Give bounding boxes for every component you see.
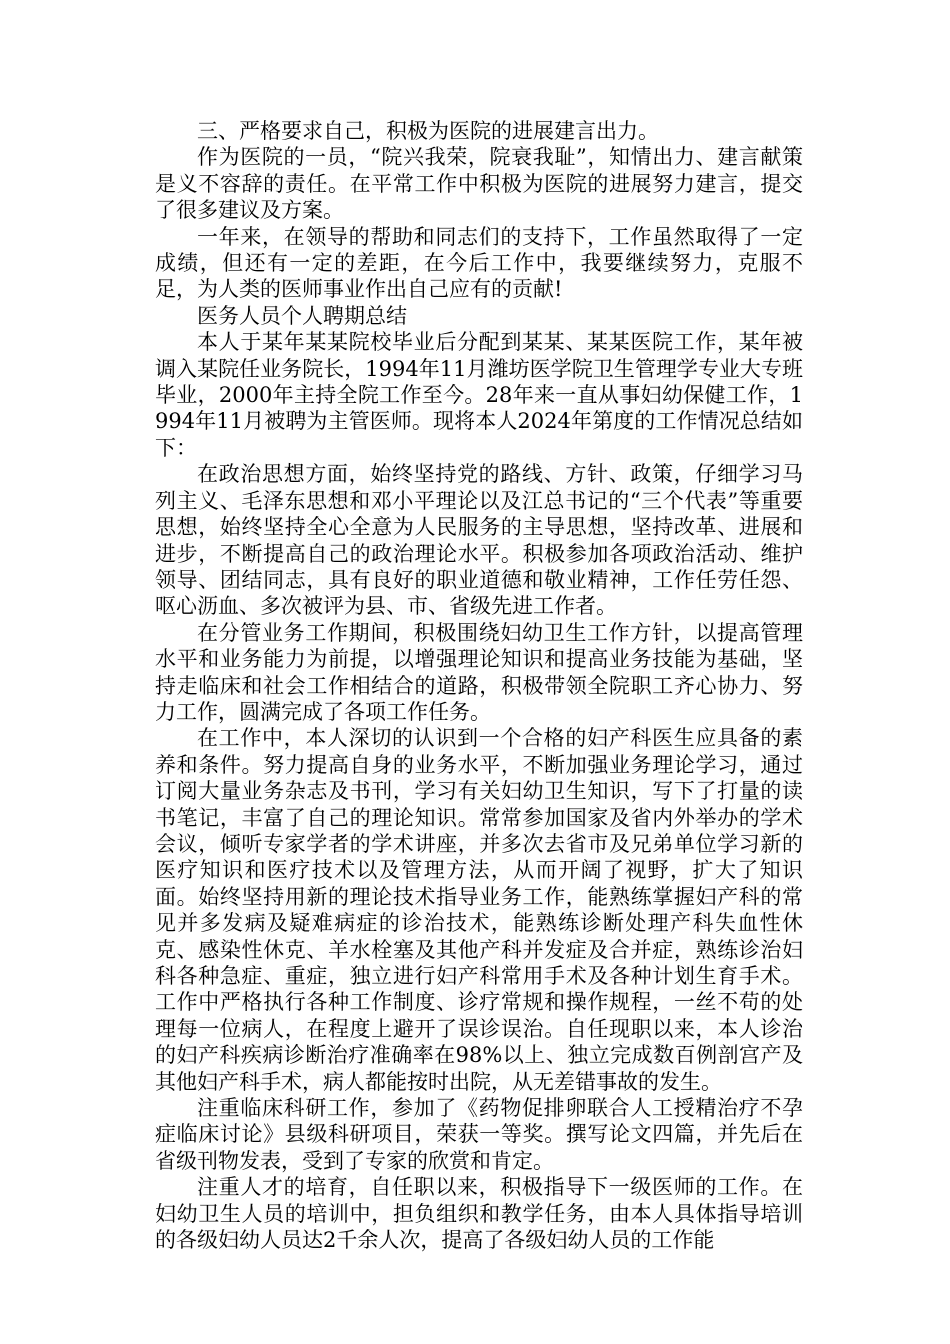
paragraph-section-heading: 三、严格要求自己，积极为医院的进展建言出力。 <box>197 119 659 143</box>
document-title: 医务人员个人聘期总结 <box>197 303 407 328</box>
paragraph-research: 注重临床科研工作，参加了《药物促排卵联合人工授精治疗不孕症临床讨论》县级科研项目，荣获一等奖。撰写论文四篇，并先后在省级刊物发表，受到了专家的欣赏和肯定。 <box>155 1096 803 1173</box>
paragraph-background: 本人于某年某某院校毕业后分配到某某、某某医院工作，某年被调入某院任业务院长，1994年11月潍坊医学院卫生管理学专业大专班毕业，2000年主持全院工作至今。28年来一直从事妇幼保健工作，1994年11月被聘为主管医师。现将本人2024年第度的工作情况总结如下： <box>155 330 803 460</box>
paragraph-management: 在分管业务工作期间，积极围绕妇幼卫生工作方针，以提高管理水平和业务能力为前提，以增强理论知识和提高业务技能为基础，坚持走临床和社会工作相结合的道路，积极带领全院职工齐心协力、努力工作，圆满完成了各项工作任务。 <box>155 620 803 724</box>
paragraph-training: 注重人才的培育，自任职以来，积极指导下一级医师的工作。在妇幼卫生人员的培训中，担负组织和教学任务，由本人具体指导培训的各级妇幼人员达2千余人次，提高了各级妇幼人员的工作能 <box>155 1175 803 1253</box>
paragraph-political: 在政治思想方面，始终坚持党的路线、方针、政策，仔细学习马列主义、毛泽东思想和邓小平理论以及江总书记的“三个代表”等重要思想，始终坚持全心全意为人民服务的主导思想，坚持改革、进展和进步，不断提高自己的政治理论水平。积极参加各项政治活动、维护领导、团结同志，具有良好的职业道德和敬业精神，工作任劳任怨、呕心沥血、多次被评为县、市、省级先进工作者。 <box>155 462 803 619</box>
document-page <box>155 118 803 1253</box>
paragraph-clinical-work: 在工作中，本人深切的认识到一个合格的妇产科医生应具备的素养和条件。努力提高自身的业务水平，不断加强业务理论学习，通过订阅大量业务杂志及书刊，学习有关妇幼卫生知识，写下了打量的读书笔记，丰富了自己的理论知识。常常参加国家及省内外举办的学术会议，倾听专家学者的学术讲座，并多次去省市及兄弟单位学习新的医疗知识和医疗技术以及管理方法，从而开阔了视野，扩大了知识面。始终坚持用新的理论技术指导业务工作，能熟练掌握妇产科的常见并多发病及疑难病症的诊治技术，能熟练诊断处理产科失血性休克、感染性休克、羊水栓塞及其他产科并发症及合并症，熟练诊治妇科各种急症、重症，独立进行妇产科常用手术及各种计划生育手术。工作中严格执行各种工作制度、诊疗常规和操作规程，一丝不苟的处理每一位病人，在程度上避开了误诊误治。自任现职以来，本人诊治的妇产科疾病诊断治疗准确率在98%以上、独立完成数百例剖宫产及其他妇产科手术，病人都能按时出院，从无差错事故的发生。 <box>155 726 803 1094</box>
paragraph-responsibility: 作为医院的一员，“院兴我荣，院衰我耻”，知情出力、建言献策是义不容辞的责任。在平常工作中积极为医院的进展努力建言，提交了很多建议及方案。 <box>155 145 803 223</box>
paragraph-year-summary: 一年来，在领导的帮助和同志们的支持下，工作虽然取得了一定成绩，但还有一定的差距，在今后工作中，我要继续努力，克服不足，为人类的医师事业作出自己应有的贡献! <box>155 224 803 302</box>
